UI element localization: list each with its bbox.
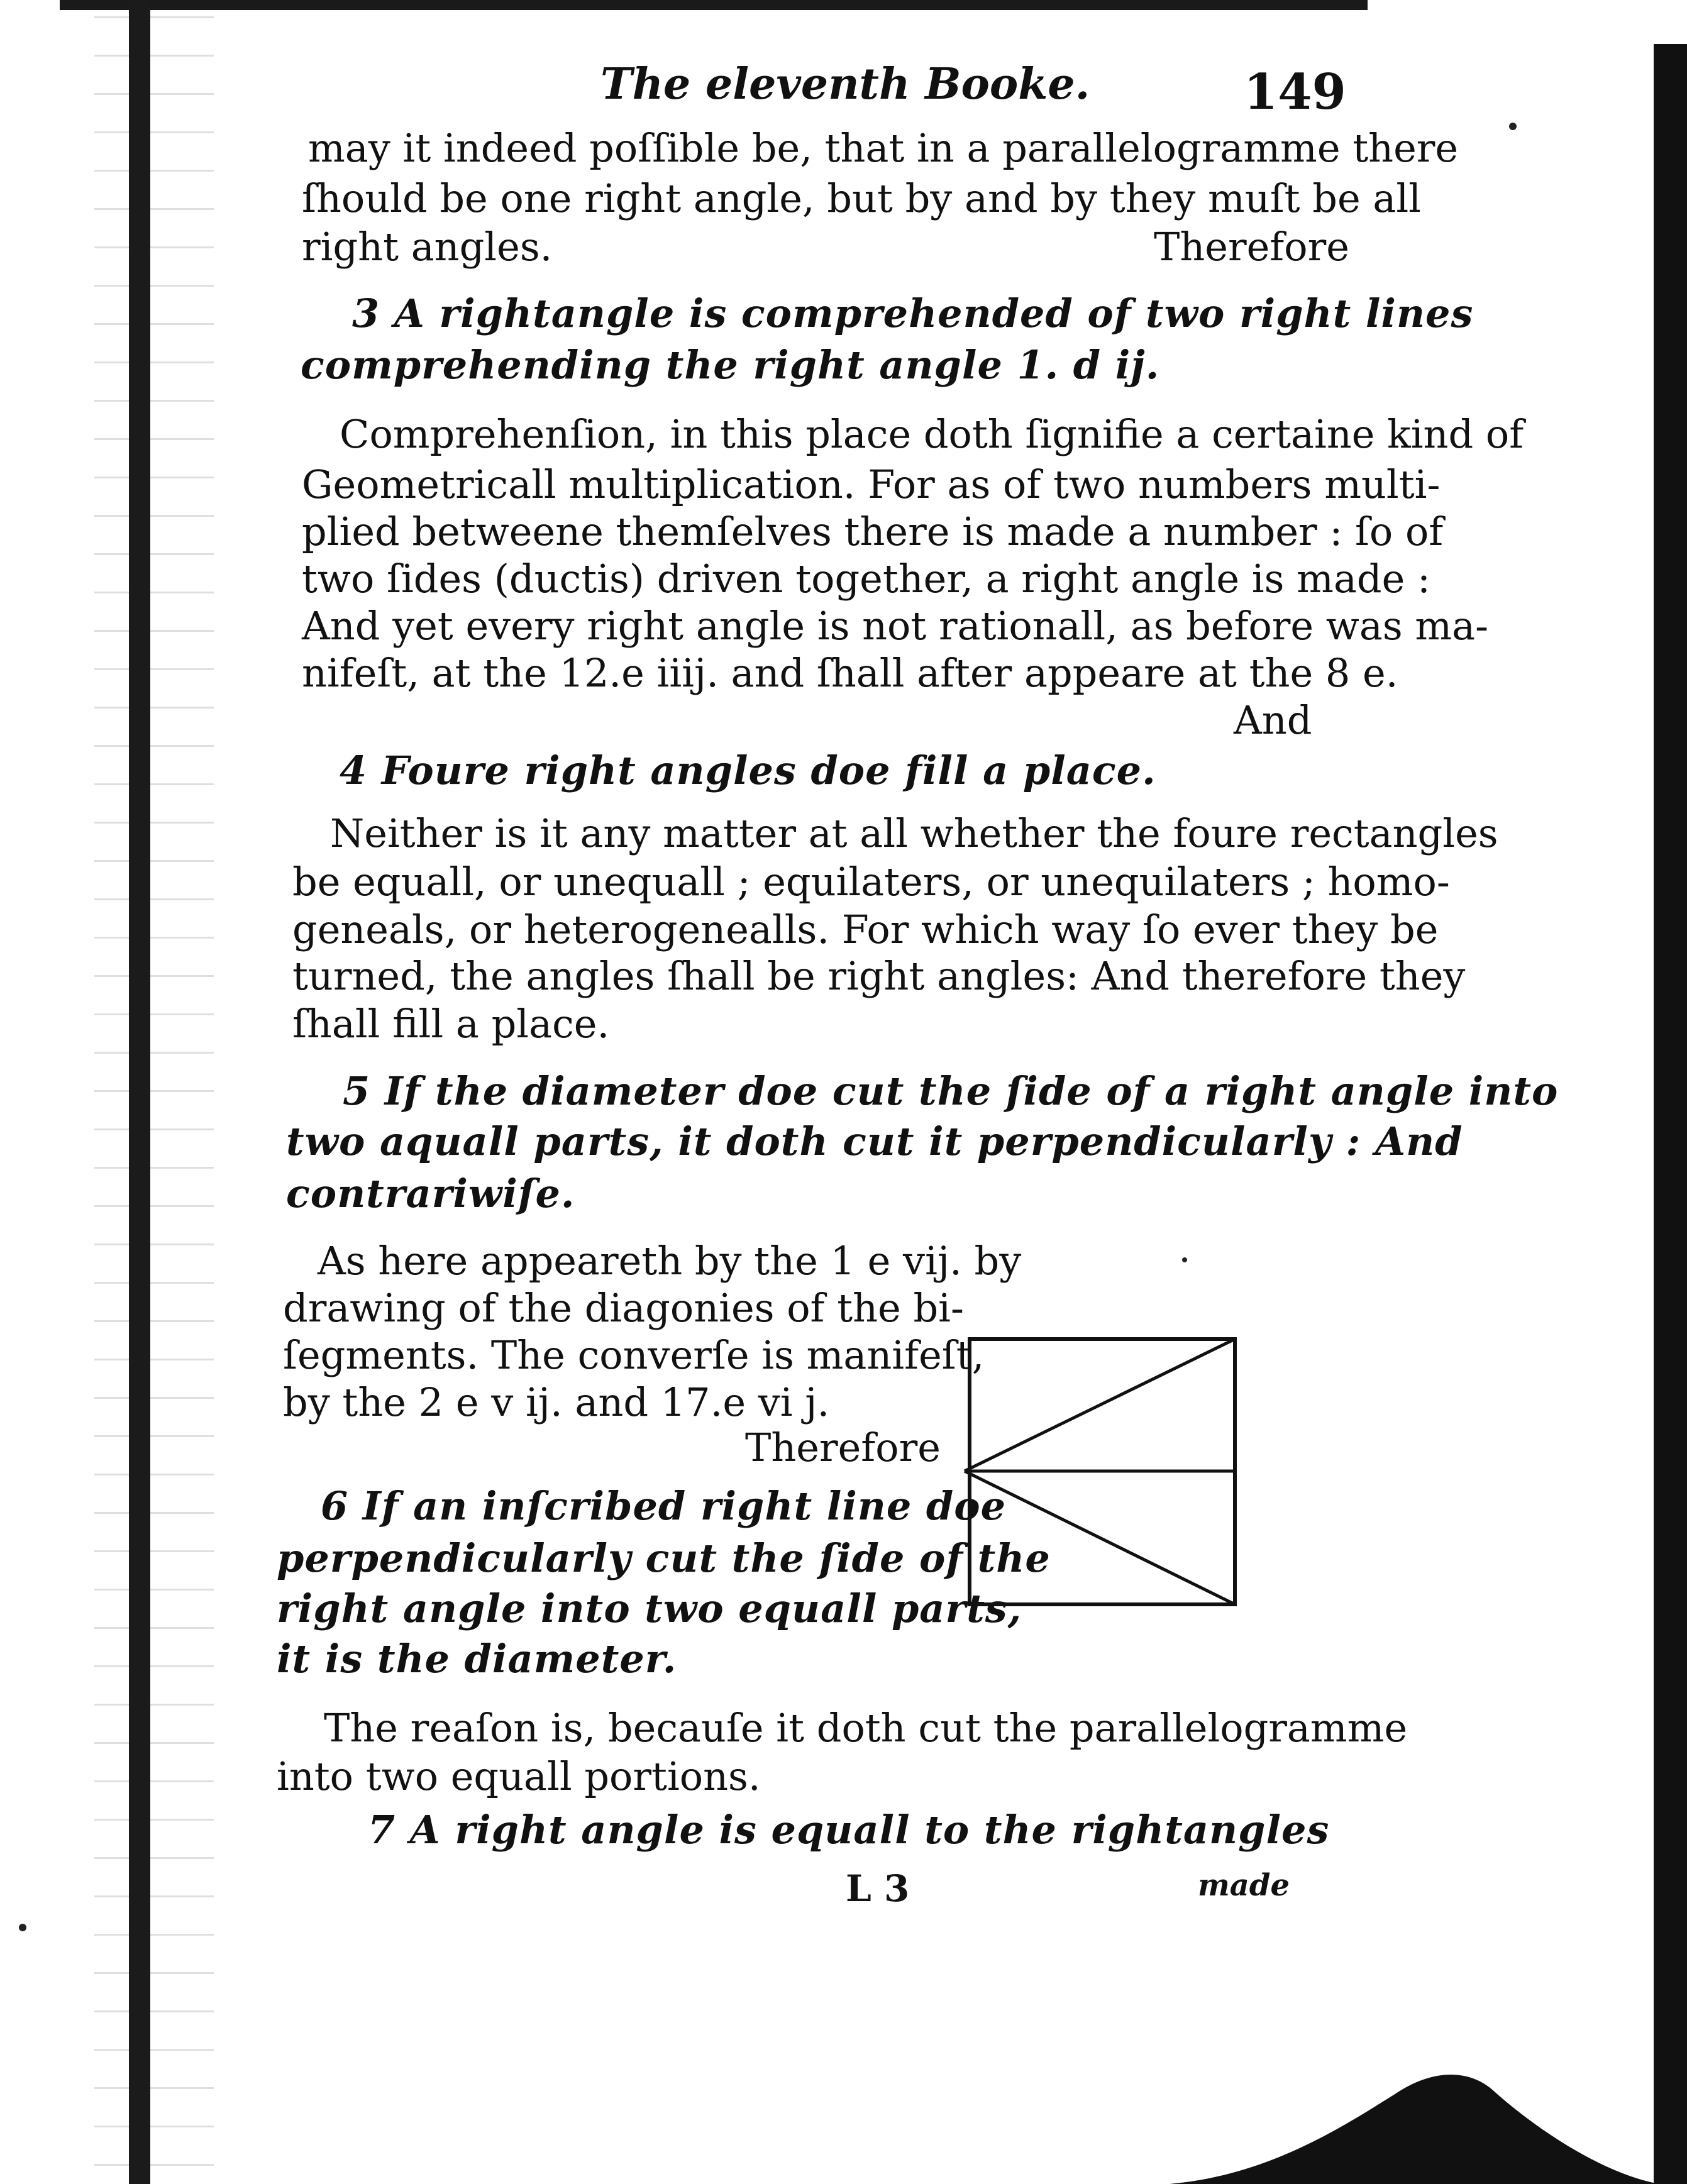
bottom-ink-blot	[1170, 2068, 1660, 2184]
gutter-noise	[94, 0, 214, 2184]
text-line: ſegments. The converſe is manifeſt,	[283, 1332, 985, 1378]
page-top-rule	[60, 0, 1368, 10]
speck	[19, 1924, 26, 1931]
text-line: As here appeareth by the 1 e vij. by	[318, 1238, 1022, 1284]
page-right-edge	[1654, 44, 1687, 2184]
proposition-3: 3 A rightangle is comprehended of two right lines	[352, 290, 1474, 336]
text-line: may it indeed poſſible be, that in a parallelogramme there	[308, 125, 1459, 171]
catch-therefore: Therefore	[745, 1425, 941, 1470]
text-line: Comprehenſion, in this place doth ſignifie a certaine kind of	[340, 411, 1524, 457]
speck	[1509, 123, 1517, 130]
speck	[1182, 1257, 1187, 1262]
page-left-edge	[129, 0, 150, 2184]
proposition-4: 4 Foure right angles doe fill a place.	[340, 747, 1156, 793]
catchword: made	[1198, 1868, 1290, 1903]
text-line: by the 2 e v ij. and 17.e vi j.	[283, 1379, 830, 1425]
proposition-6: perpendicularly cut the ſide of the	[277, 1535, 1051, 1581]
text-line: Geometricall multiplication. For as of two numbers multi-	[302, 461, 1441, 507]
text-line: geneals, or heterogenealls. For which way ſo ever they be	[292, 907, 1439, 952]
page-number: 149	[1244, 63, 1346, 121]
catch-therefore: Therefore	[1154, 224, 1349, 270]
proposition-5: two aquall parts, it doth cut it perpendicularly : And	[286, 1118, 1463, 1164]
proposition-6: right angle into two equall parts,	[277, 1586, 1022, 1631]
text-line: ſhould be one right angle, but by and by they muſt be all	[302, 175, 1421, 221]
proposition-3: comprehending the right angle 1. d ij.	[301, 342, 1160, 388]
text-line: into two equall portions.	[277, 1753, 761, 1799]
rectangle-diagonals-figure	[956, 1333, 1245, 1622]
catch-and: And	[1234, 697, 1312, 743]
text-line: drawing of the diagonies of the bi-	[283, 1285, 964, 1331]
text-line: The reaſon is, becauſe it doth cut the parallelogramme	[324, 1705, 1408, 1751]
signature-mark: L 3	[846, 1867, 910, 1910]
text-line: Neither is it any matter at all whether the foure rectangles	[330, 810, 1498, 856]
text-line: nifeſt, at the 12.e iiij. and ſhall after appeare at the 8 e.	[302, 650, 1398, 696]
text-line: plied betweene themſelves there is made a number : ſo of	[302, 509, 1444, 554]
text-line: ſhall fill a place.	[292, 1001, 610, 1047]
proposition-7: 7 A right angle is equall to the rightangles	[368, 1807, 1330, 1853]
text-line: be equall, or unequall ; equilaters, or unequilaters ; homo-	[292, 859, 1450, 905]
text-line: two ſides (ductis) driven together, a right angle is made :	[302, 556, 1430, 602]
proposition-6: it is the diameter.	[277, 1636, 677, 1682]
text-line: right angles.	[302, 224, 553, 270]
text-line: And yet every right angle is not rationall, as before was ma-	[302, 603, 1489, 649]
proposition-6: 6 If an inſcribed right line doe	[321, 1483, 1007, 1529]
running-title: The eleventh Booke.	[600, 59, 1090, 109]
proposition-5: 5 If the diameter doe cut the ſide of a right angle into	[343, 1068, 1559, 1114]
text-line: turned, the angles ſhall be right angles: And therefore they	[292, 953, 1466, 999]
proposition-5: contrariwiſe.	[286, 1171, 575, 1216]
